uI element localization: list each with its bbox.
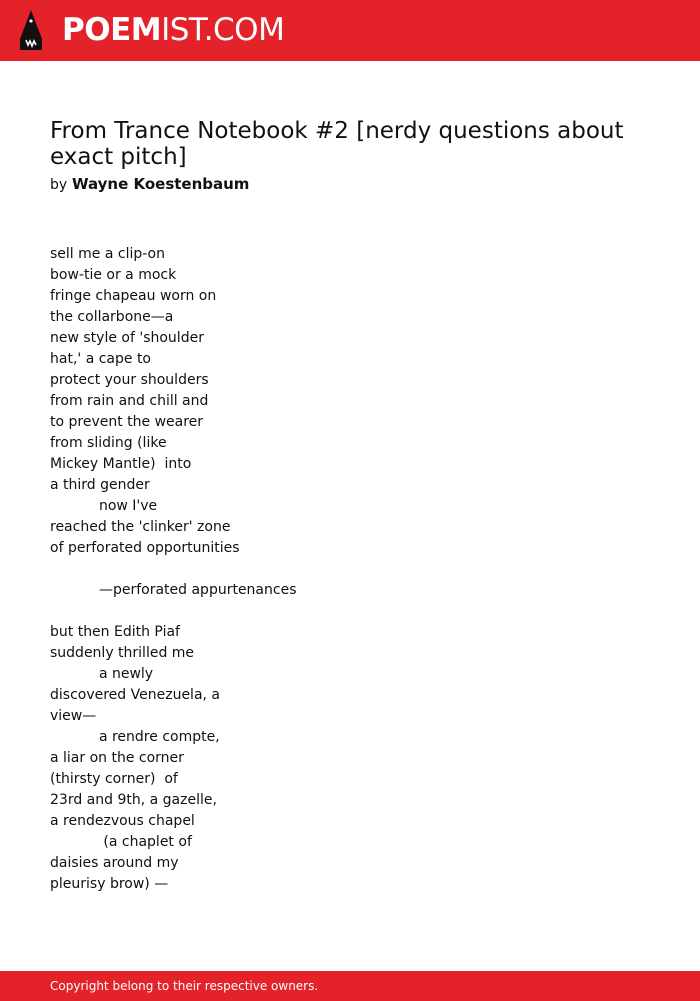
copyright-text: Copyright belong to their respective owners.	[50, 979, 319, 993]
poem-line: pleurisy brow) —	[50, 876, 169, 892]
logo-bold-text: POEM	[62, 12, 162, 48]
poem-line: new style of 'shoulder	[50, 330, 204, 346]
poem-line: protect your shoulders	[50, 372, 209, 388]
poem-title: From Trance Notebook #2 [nerdy questions about exact pitch]	[50, 118, 624, 170]
pen-nib-icon[interactable]	[18, 9, 44, 51]
poem-line: from sliding (like	[50, 435, 167, 451]
poem-line: 23rd and 9th, a gazelle,	[50, 792, 217, 808]
poem-line: —perforated appurtenances	[50, 582, 297, 598]
poem-line: discovered Venezuela, a	[50, 687, 221, 703]
poem-line: a rendezvous chapel	[50, 813, 195, 829]
byline-prefix: by	[50, 177, 68, 193]
byline	[50, 174, 249, 195]
poem-line: (a chaplet of	[50, 834, 192, 850]
site-footer	[0, 971, 700, 1001]
poem-line: sell me a clip-on	[50, 246, 165, 262]
poem-line: a third gender	[50, 477, 150, 493]
poem-line: reached the 'clinker' zone	[50, 519, 231, 535]
poem-line: fringe chapeau worn on	[50, 288, 217, 304]
poem-line: a liar on the corner	[50, 750, 184, 766]
poem-line: now I've	[50, 498, 158, 514]
poem-line	[50, 601, 650, 622]
poem-line: (thirsty corner) of	[50, 771, 178, 787]
site-header	[0, 0, 700, 61]
poem-line: view—	[50, 708, 97, 724]
poem-line: from rain and chill and	[50, 393, 209, 409]
poem-line: a rendre compte,	[50, 729, 220, 745]
poem-line: daisies around my	[50, 855, 179, 871]
poem-line: Mickey Mantle) into	[50, 456, 192, 472]
poem-line: the collarbone—a	[50, 309, 174, 325]
poem-line: to prevent the wearer	[50, 414, 204, 430]
poem-line: suddenly thrilled me	[50, 645, 195, 661]
poem-line	[50, 559, 650, 580]
poem-line: of perforated opportunities	[50, 540, 240, 556]
poem-line: bow-tie or a mock	[50, 267, 177, 283]
poem-line: but then Edith Piaf	[50, 624, 180, 640]
poem-line: hat,' a cape to	[50, 351, 152, 367]
poem-body	[50, 244, 650, 895]
author-name: Wayne Koestenbaum	[71, 175, 250, 193]
site-logo[interactable]	[62, 10, 284, 50]
logo-light-text: IST.COM	[161, 12, 285, 48]
poem-line: a newly	[50, 666, 154, 682]
